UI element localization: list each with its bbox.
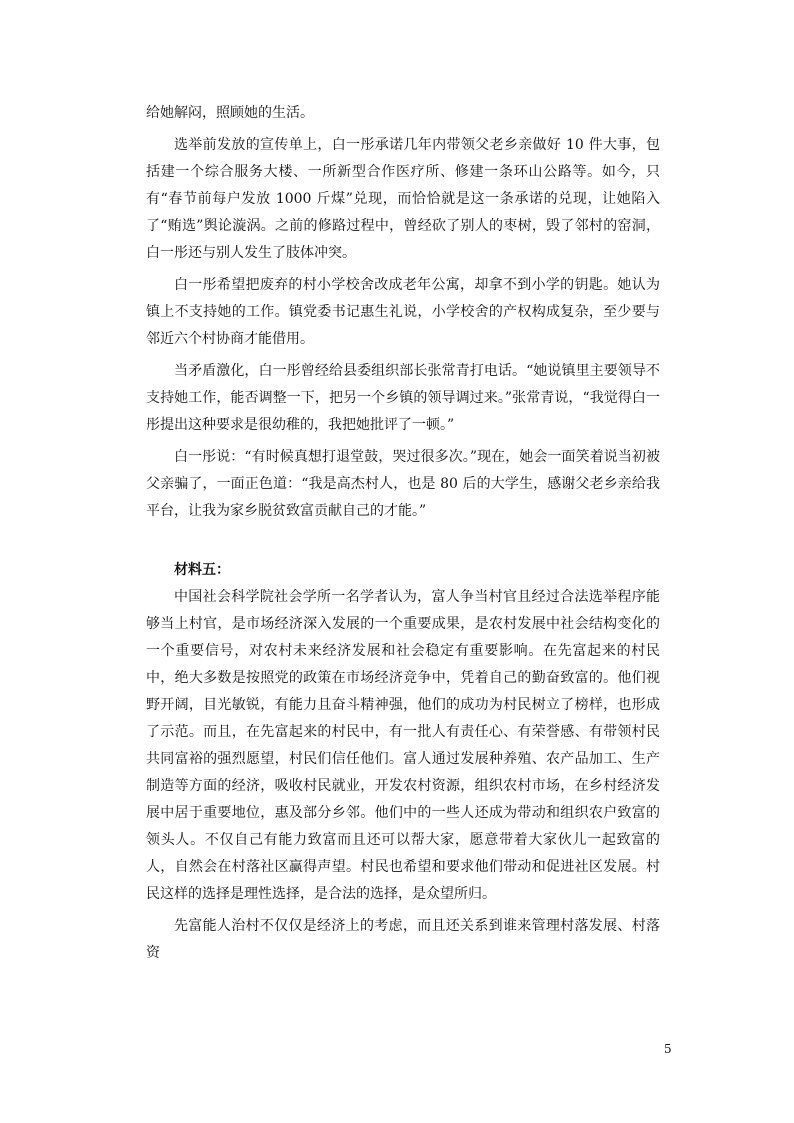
document-body: [146, 100, 660, 967]
section-heading: 材料五：: [174, 562, 230, 578]
paragraph-school-building: 白一彤希望把废弃的村小学校舍改成老年公寓，却拿不到小学的钥匙。她认为镇上不支持她的工作。镇党委书记惠生礼说，小学校舍的产权构成复杂，至少要与邻近六个村协商才能借用。: [146, 277, 660, 347]
paragraph-campaign-promises: 选举前发放的宣传单上，白一彤承诺几年内带领父老乡亲做好 10 件大事，包括建一个综合服务大楼、一所新型合作医疗所、修建一条环山公路等。如今，只有“春节前每户发放 1000 斤煤”兑现，而恰恰就是这一条承诺的兑现，让她陷入了“贿选”舆论漩涡。之前的修路过程中，曾经砍了别人的枣树，毁了邻村的窑洞，白一彤还与别人发生了肢体冲突。: [146, 137, 660, 261]
page-number: 5: [664, 1042, 672, 1056]
paragraph-continuation: 给她解闷，照顾她的生活。: [146, 105, 314, 121]
paragraph-governance: 先富能人治村不仅仅是经济上的考虑，而且还关系到谁来管理村落发展、村落资: [146, 918, 660, 961]
paragraph-scholar-view: 中国社会科学院社会学所一名学者认为，富人争当村官且经过合法选举程序能够当上村官，是市场经济深入发展的一个重要成果，是农村发展中社会结构变化的一个重要信号，对农村未来经济发展和社会稳定有重要影响。在先富起来的村民中，绝大多数是按照党的政策在市场经济竞争中，凭着自己的勤奋致富的。他们视野开阔，目光敏锐，有能力且奋斗精神强，他们的成功为村民树立了榜样，也形成了示范。而且，在先富起来的村民中，有一批人有责任心、有荣誉感、有带领村民共同富裕的强烈愿望，村民们信任他们。富人通过发展种养殖、农产品加工、生产制造等方面的经济，吸收村民就业，开发农村资源，组织农村市场，在乡村经济发展中居于重要地位，惠及部分乡邻。他们中的一些人还成为带动和组织农户致富的领头人。不仅自己有能力致富而且还可以帮大家，愿意带着大家伙儿一起致富的人，自然会在村落社区赢得声望。村民也希望和要求他们带动和促进社区发展。村民这样的选择是理性选择，是合法的选择，是众望所归。: [146, 589, 660, 902]
paragraph-conflict: 当矛盾激化，白一彤曾经给县委组织部长张常青打电话。“她说镇里主要领导不支持她工作，能否调整一下，把另一个乡镇的领导调过来。”张常青说，“我觉得白一彤提出这种要求是很幼稚的，我把她批评了一顿。”: [146, 363, 660, 433]
paragraph-quote: 白一彤说：“有时候真想打退堂鼓，哭过很多次。”现在，她会一面笑着说当初被父亲骗了，一面正色道：“我是高杰村人，也是 80 后的大学生，感谢父老乡亲给我平台，让我为家乡脱贫致富贡献自己的才能。”: [146, 449, 660, 519]
